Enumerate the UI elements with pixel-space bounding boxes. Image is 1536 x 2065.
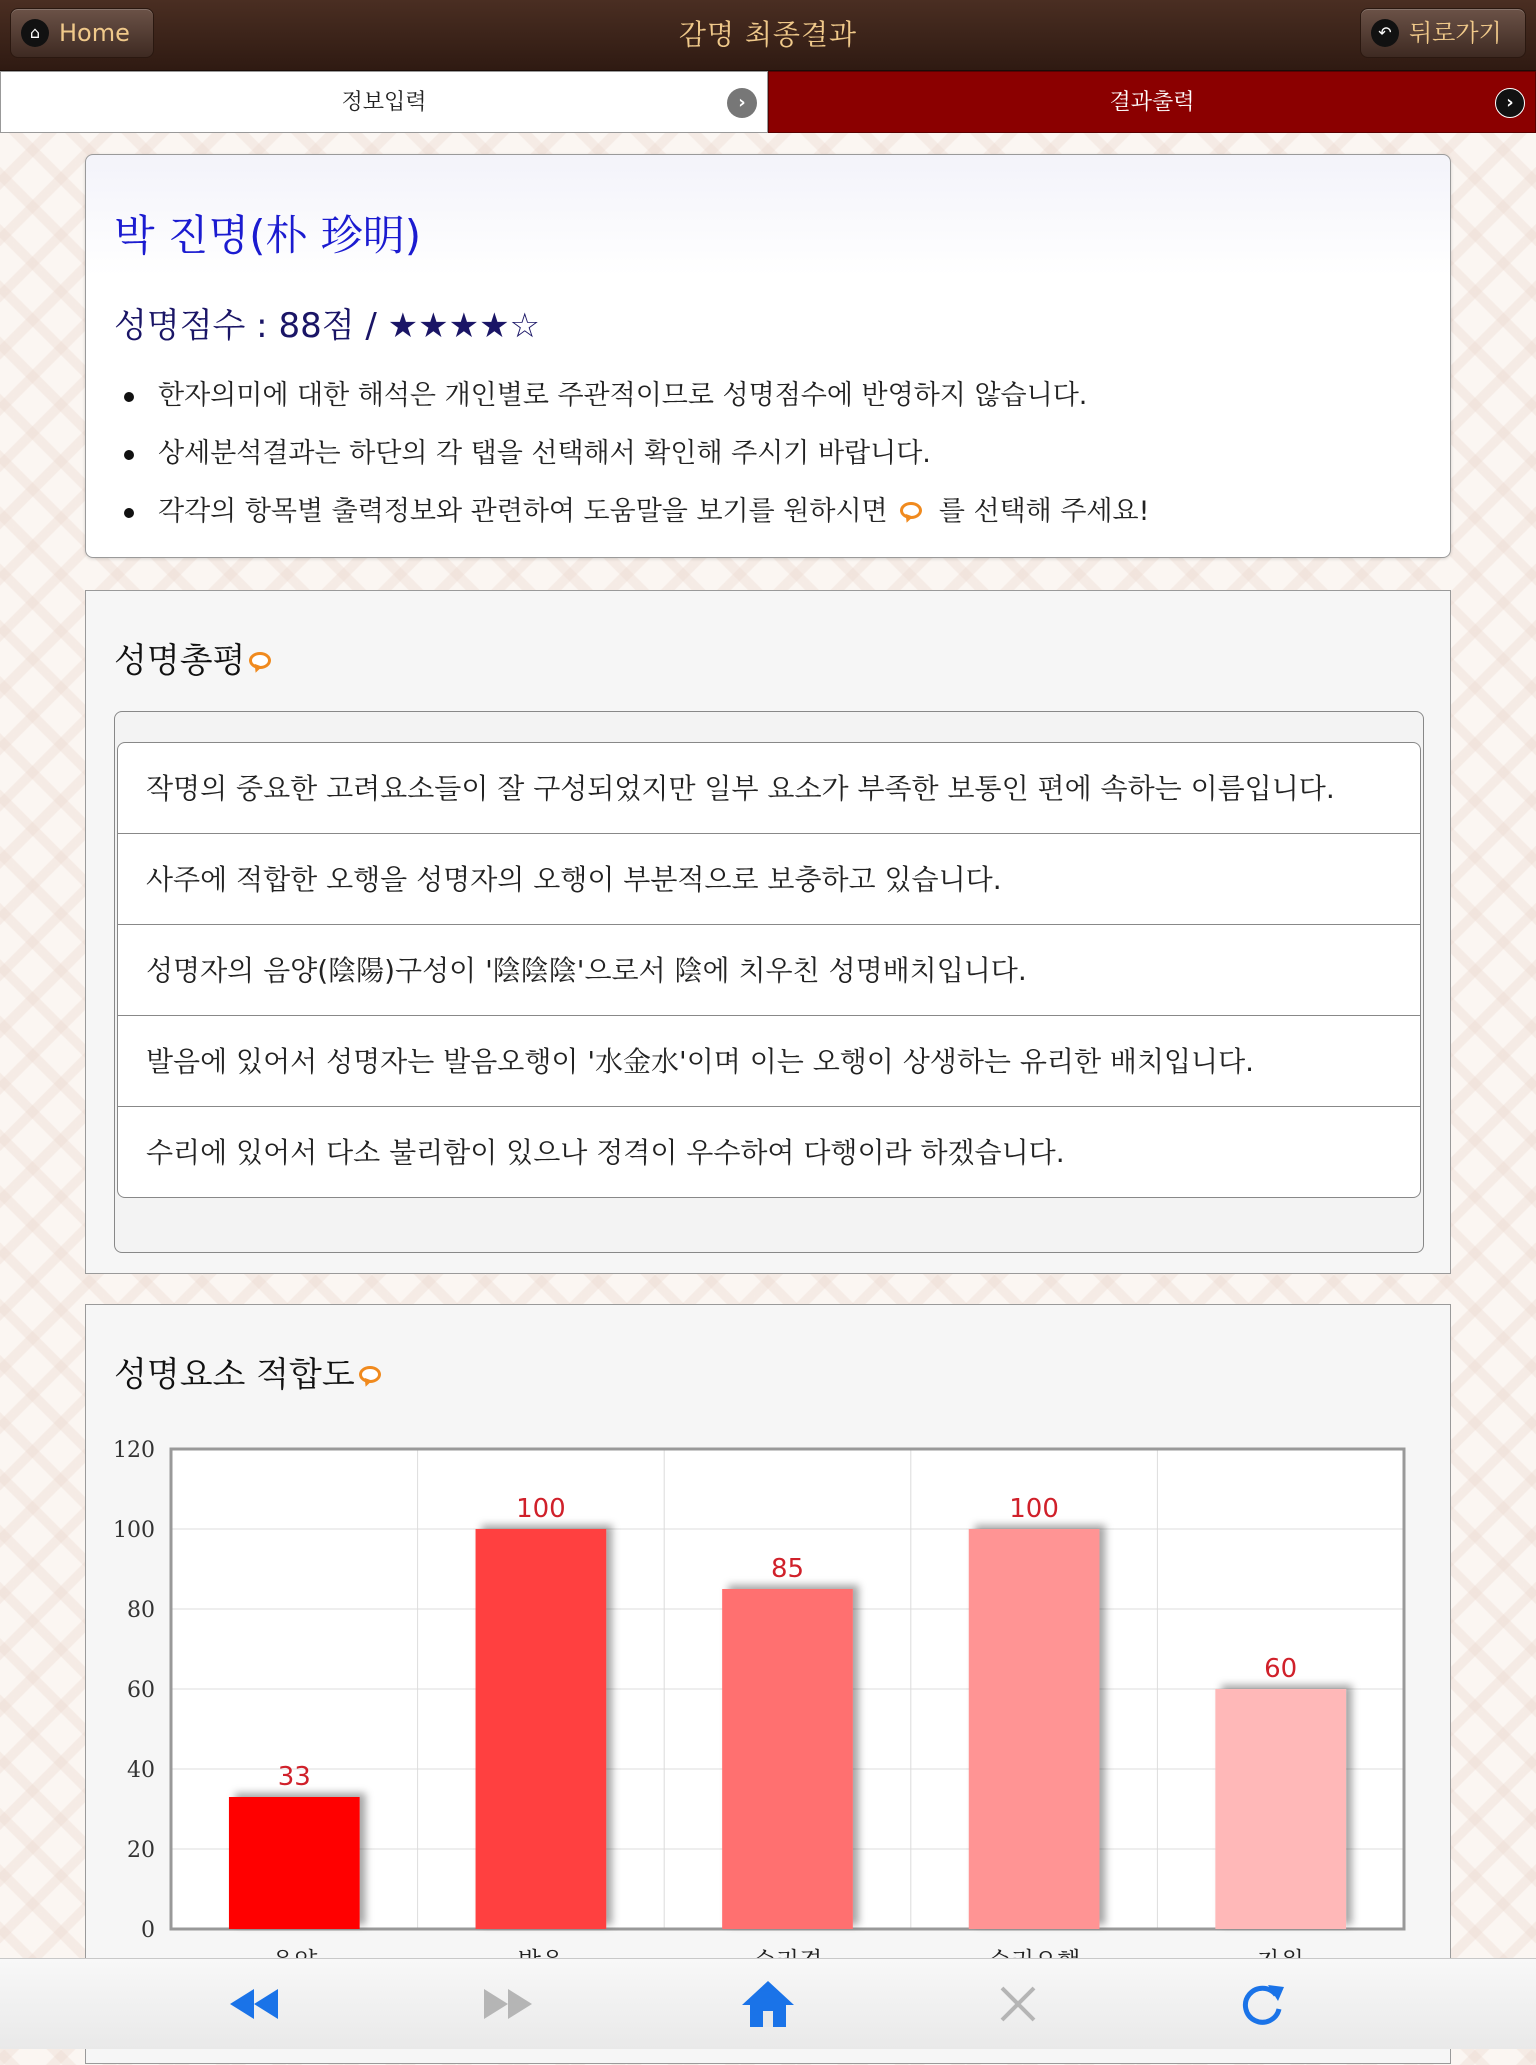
summary-title (114, 633, 279, 682)
fitness-title-text: 성명요소 적합도 (114, 1355, 355, 1395)
top-bar (0, 0, 1536, 71)
step-tabs (0, 71, 1536, 133)
fast-forward-icon[interactable] (478, 1979, 538, 2029)
data-label: 85 (770, 1554, 805, 1584)
y-tick-label: 0 (141, 1918, 155, 1943)
list-item: 수리에 있어서 다소 불리함이 있으나 정격이 우수하여 다행이라 하겠습니다. (146, 1136, 1065, 1169)
bar (229, 1797, 360, 1929)
tab-info-input[interactable] (0, 71, 768, 133)
list-item: 발음에 있어서 성명자는 발음오행이 '水金水'이며 이는 오행이 상생하는 유리한 배치입니다. (118, 1016, 1420, 1107)
list-item: 사주에 적합한 오행을 성명자의 오행이 부분적으로 보충하고 있습니다. (118, 834, 1420, 925)
name-title: 박 진명(朴 珍明) (114, 211, 422, 260)
data-label: 100 (1009, 1494, 1059, 1524)
bar (969, 1529, 1100, 1929)
fitness-title (114, 1347, 389, 1396)
list-item: 한자의미에 대한 해석은 개인별로 주관적이므로 성명점수에 반영하지 않습니다. (158, 367, 1149, 425)
name-score: 성명점수 : 88점 / ★★★★☆ (114, 306, 541, 346)
tab-result-output-label: 결과출력 (1109, 90, 1195, 115)
chevron-right-icon: › (1495, 88, 1525, 118)
y-tick-label: 100 (113, 1518, 155, 1543)
list-item: 상세분석결과는 하단의 각 탭을 선택해서 확인해 주시기 바랍니다. (158, 425, 1149, 483)
bar (722, 1589, 853, 1929)
tab-result-output[interactable] (768, 71, 1536, 133)
home-icon: ⌂ (21, 19, 49, 47)
y-tick-label: 80 (127, 1598, 155, 1623)
summary-panel (114, 711, 1424, 1253)
reload-icon[interactable] (1232, 1979, 1292, 2029)
data-label: 100 (516, 1494, 566, 1524)
notes-list (114, 367, 1149, 541)
y-tick-label: 120 (113, 1438, 155, 1463)
list-item (158, 483, 1149, 541)
fitness-card (85, 1304, 1451, 2064)
y-tick-label: 40 (127, 1758, 155, 1783)
home-button[interactable] (10, 8, 154, 58)
speech-bubble-icon[interactable] (359, 1366, 385, 1388)
data-label: 60 (1264, 1654, 1298, 1684)
home-button-label: Home (59, 19, 130, 47)
back-button[interactable] (1360, 8, 1526, 58)
chevron-right-icon: › (727, 88, 757, 118)
undo-icon: ↶ (1371, 19, 1399, 47)
page-title: 감명 최종결과 (678, 18, 858, 51)
speech-bubble-icon[interactable] (249, 652, 275, 674)
y-tick-label: 20 (127, 1838, 155, 1863)
help-note-text: 각각의 항목별 출력정보와 관련하여 도움말을 보기를 원하시면 (158, 496, 888, 527)
bar (476, 1529, 607, 1929)
summary-title-text: 성명총평 (114, 641, 246, 681)
rewind-icon[interactable] (224, 1979, 284, 2029)
list-item: 성명자의 음양(陰陽)구성이 '陰陰陰'으로서 陰에 치우친 성명배치입니다. (118, 925, 1420, 1016)
browser-toolbar (0, 1958, 1536, 2049)
speech-bubble-icon (900, 502, 926, 524)
stop-icon[interactable] (988, 1979, 1048, 2029)
name-result-card (85, 154, 1451, 558)
help-note-text-end: 를 선택해 주세요! (938, 496, 1150, 527)
bar (1215, 1689, 1346, 1929)
list-item: 작명의 중요한 고려요소들이 잘 구성되었지만 일부 요소가 부족한 보통인 편에 속하는 이름입니다. (118, 743, 1420, 834)
home-icon[interactable] (738, 1979, 798, 2029)
tab-info-input-label: 정보입력 (341, 90, 427, 115)
y-tick-label: 60 (127, 1678, 155, 1703)
data-label: 33 (277, 1762, 311, 1792)
back-button-label: 뒤로가기 (1409, 19, 1502, 47)
summary-card (85, 590, 1451, 1274)
summary-list (117, 742, 1421, 1198)
